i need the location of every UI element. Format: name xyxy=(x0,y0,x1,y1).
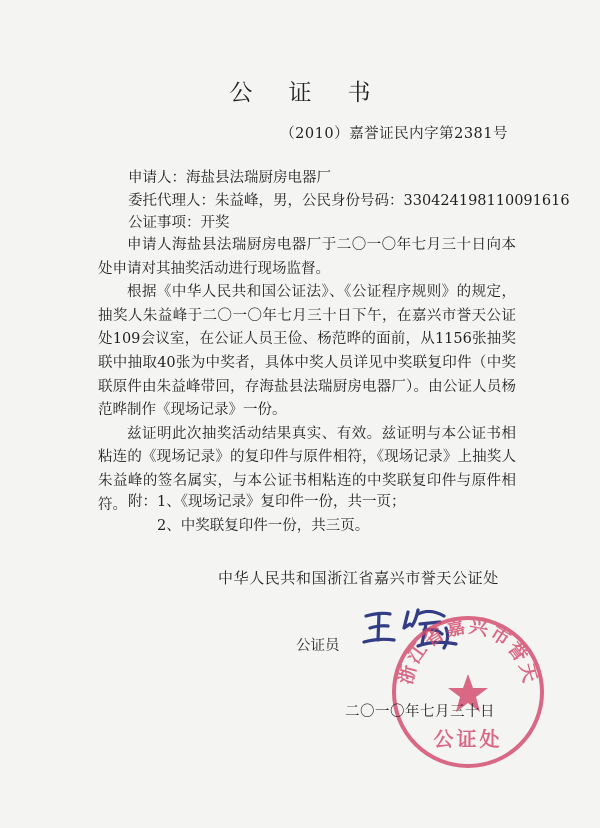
body-paragraph: 申请人海盐县法瑞厨房电器厂于二〇一〇年七月三十日向本处申请对其抽奖活动进行现场监督。 xyxy=(98,237,516,277)
attachment-item: 2、中奖联复印件一份，共三页。 xyxy=(157,518,370,534)
applicant-line xyxy=(128,166,331,187)
certificate-body xyxy=(98,234,516,517)
attachments-label: 附： xyxy=(128,494,157,510)
attachments-line-2 xyxy=(157,514,369,535)
body-paragraph: 根据《中华人民共和国公证法》、《公证程序规则》的规定，抽奖人朱益峰于二〇一〇年七月三十日下午，在嘉兴市誉天公证处109会议室，在公证人员王俭、杨范晔的面前，从1156张抽奖联中抽取40张为中奖者，具体中奖人员详见中奖联复印件（中奖联原件由朱益峰带回，存海盐县法瑞厨房电器厂）。由公证人员杨范晔制作《现场记录》一份。 xyxy=(98,284,516,419)
applicant-value: 海盐县法瑞厨房电器厂 xyxy=(186,170,331,186)
matter-value: 开奖 xyxy=(200,215,230,231)
issue-date: 二〇一〇年七月三十日 xyxy=(345,704,495,720)
notary-label: 公证员 xyxy=(296,638,340,654)
matter-line xyxy=(128,211,230,232)
document-title: 公证书 xyxy=(229,80,407,106)
svg-text:浙江省嘉兴市誉天: 浙江省嘉兴市誉天 xyxy=(394,615,542,687)
applicant-label: 申请人： xyxy=(128,170,186,186)
official-seal-icon xyxy=(388,612,548,772)
agent-label: 委托代理人： xyxy=(128,193,215,209)
agent-line xyxy=(128,189,570,210)
document-number: （2010）嘉誉证民内字第2381号 xyxy=(280,126,508,142)
svg-text:公证处: 公证处 xyxy=(433,727,503,751)
attachments-line-1 xyxy=(128,490,405,511)
matter-label: 公证事项： xyxy=(128,215,201,231)
body-paragraph: 兹证明此次抽奖活动结果真实、有效。兹证明与本公证书相粘连的《现场记录》的复印件与原件相符，《现场记录》上抽奖人朱益峰的签名属实，与本公证书相粘连的中奖联复印件与原件相符。 xyxy=(98,425,516,513)
notary-office-name: 中华人民共和国浙江省嘉兴市誉天公证处 xyxy=(218,569,499,587)
attachment-item: 1、《现场记录》复印件一份，共一页； xyxy=(157,494,406,510)
agent-value: 朱益峰，男，公民身份号码：330424198110091616 xyxy=(215,193,570,209)
